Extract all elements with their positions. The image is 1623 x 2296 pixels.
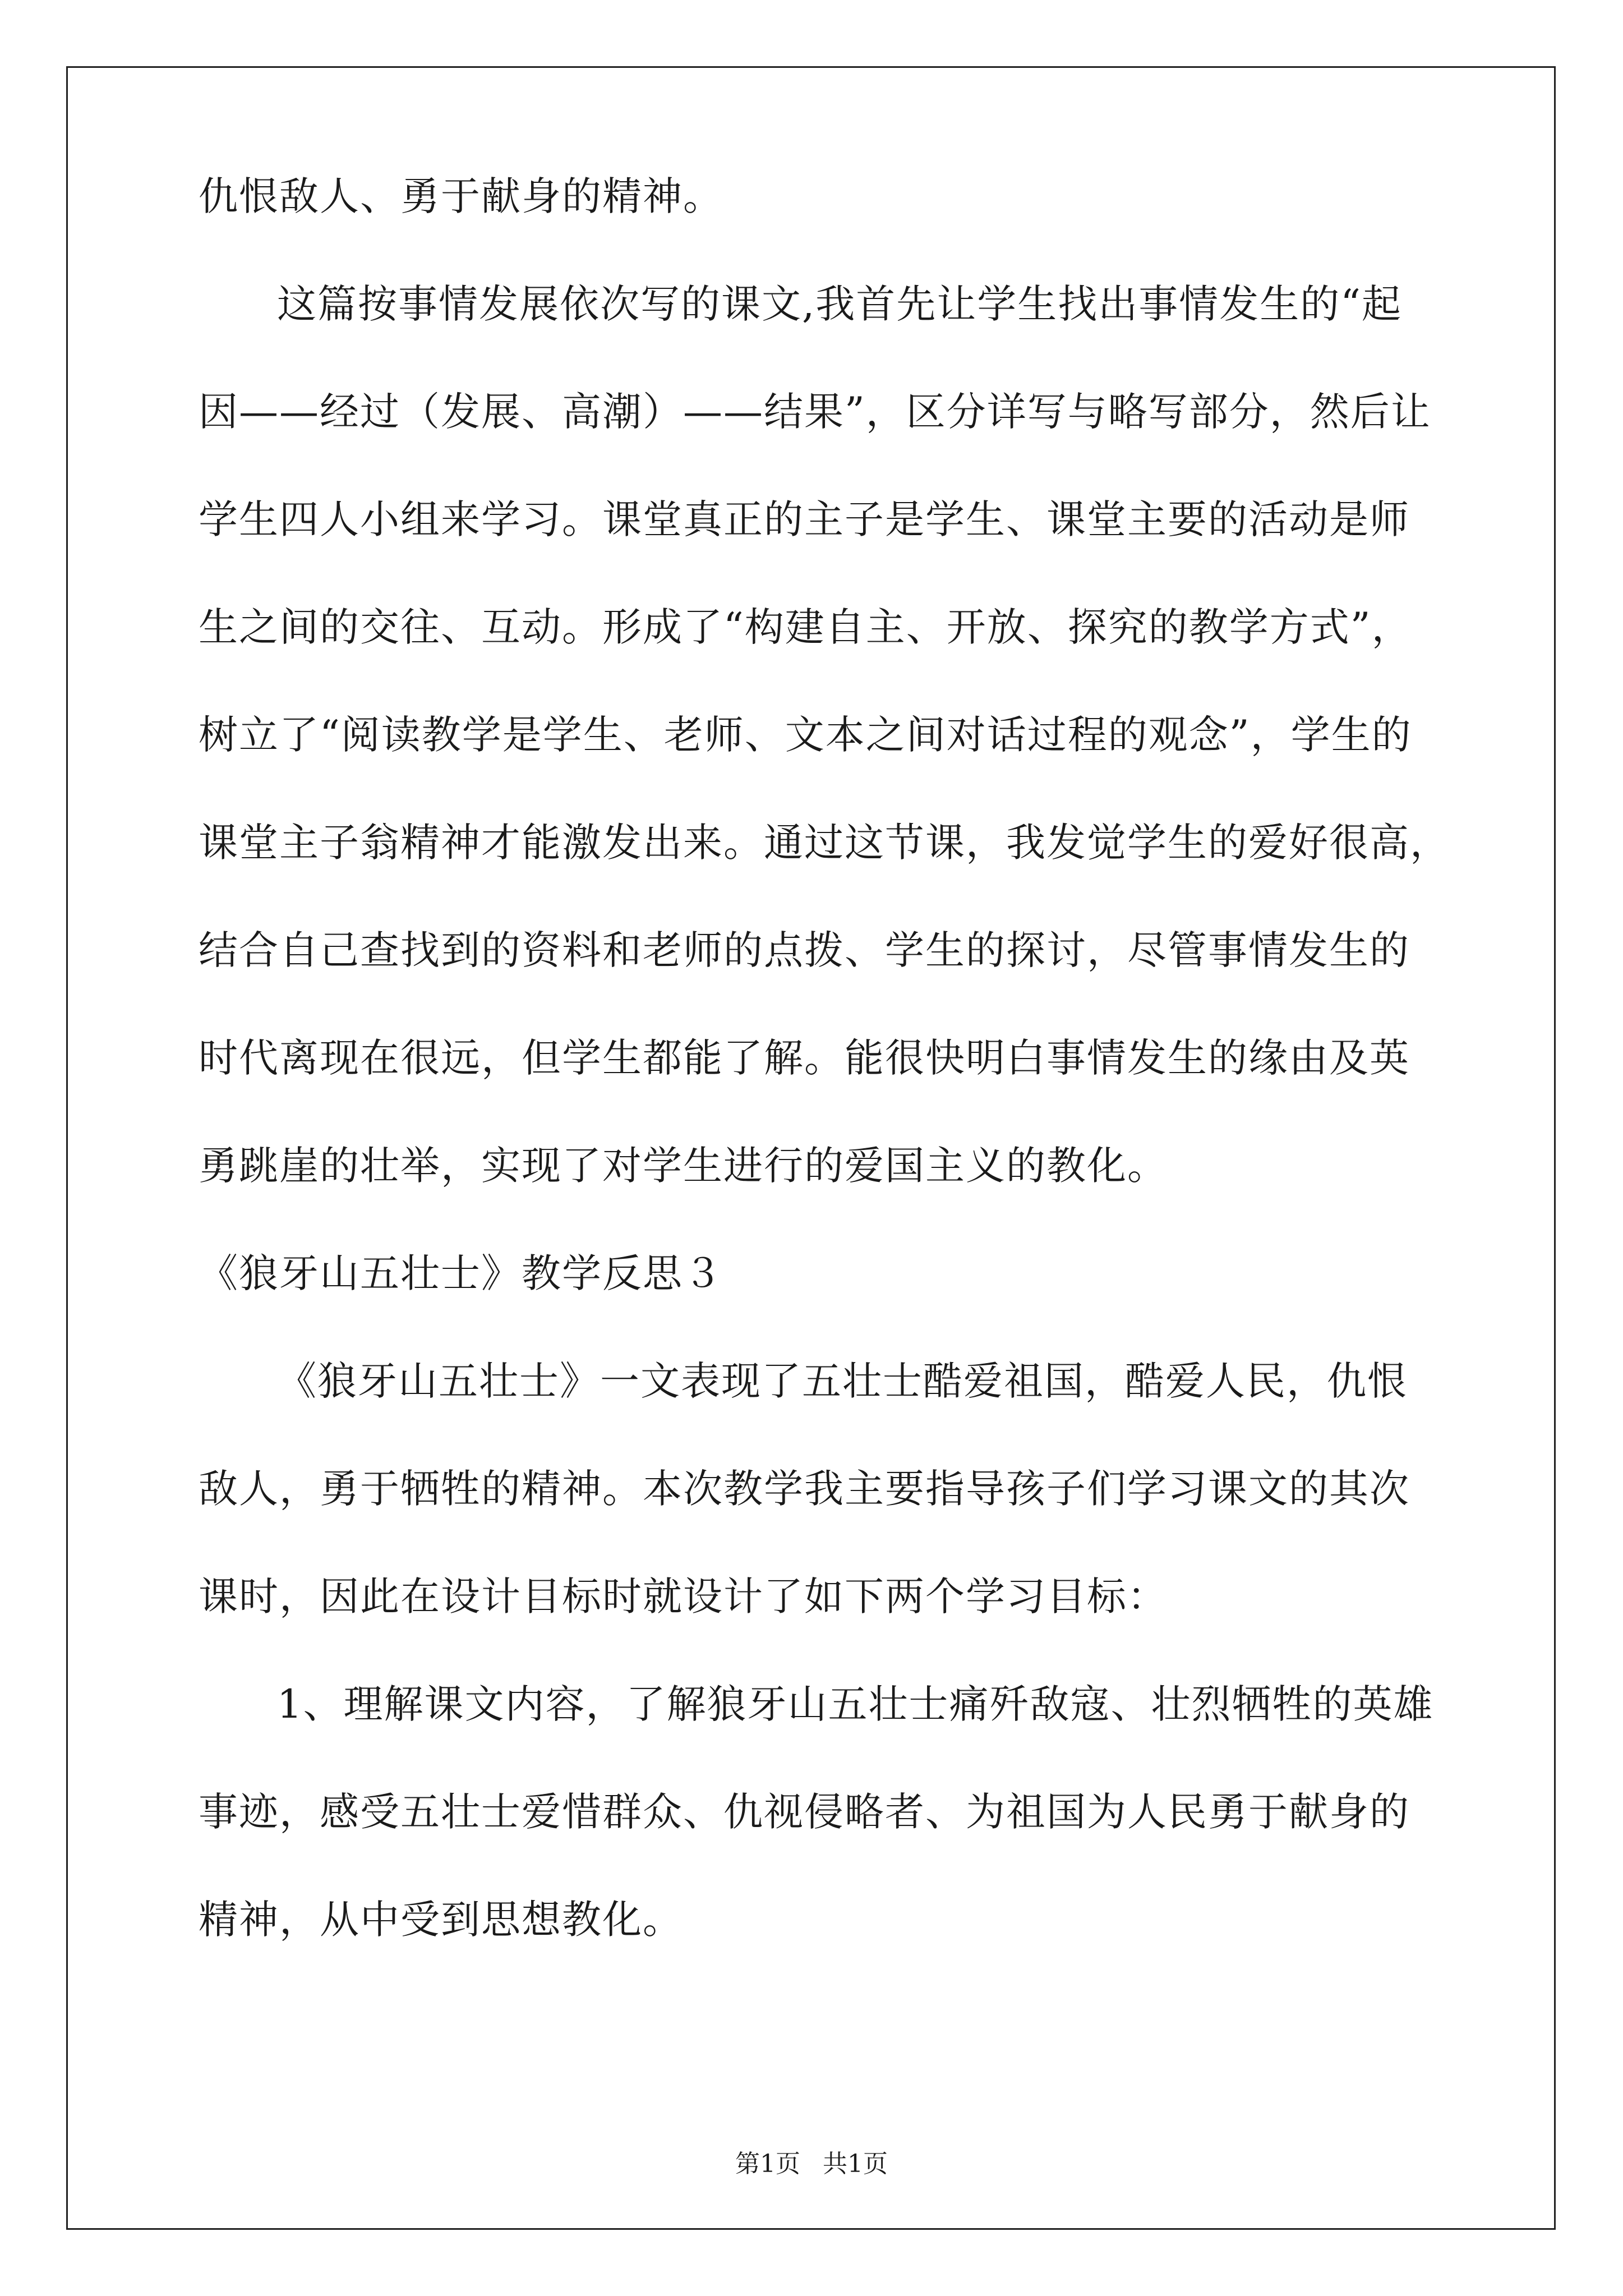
text-line: 精神，从中受到思想教化。 xyxy=(199,1897,683,1943)
text-line: 结合自己查找到的资料和老师的点拨、学生的探讨，尽管事情发生的 xyxy=(199,927,1410,973)
text-line: 课堂主子翁精神才能激发出来。通过这节课，我发觉学生的爱好很高， xyxy=(199,820,1450,866)
page-number: 第1页 xyxy=(735,2150,800,2178)
text-line: 因——经过（发展、高潮）——结果”，区分详写与略写部分，然后让 xyxy=(199,389,1431,435)
paragraph-first-line: 这篇按事情发展依次写的课文,我首先让学生找出事情发生的“起 xyxy=(277,281,1403,327)
text-line: 勇跳崖的壮举，实现了对学生进行的爱国主义的教化。 xyxy=(199,1143,1168,1189)
text-line: 学生四人小组来学习。课堂真正的主子是学生、课堂主要的活动是师 xyxy=(199,496,1410,542)
text-line: 生之间的交往、互动。形成了“构建自主、开放、探究的教学方式”， xyxy=(199,604,1412,650)
text-line: 敌人，勇于牺牲的精神。本次教学我主要指导孩子们学习课文的其次 xyxy=(199,1466,1410,1512)
paragraph-first-line: 《狼牙山五壮士》一文表现了五壮士酷爱祖国，酷爱人民，仇恨 xyxy=(277,1358,1408,1404)
page-footer xyxy=(0,2147,1623,2181)
text-line: 事迹，感受五壮士爱惜群众、仇视侵略者、为祖国为人民勇于献身的 xyxy=(199,1789,1410,1835)
text-line: 课时，因此在设计目标时就设计了如下两个学习目标： xyxy=(199,1573,1168,1619)
text-line: 时代离现在很远，但学生都能了解。能很快明白事情发生的缘由及英 xyxy=(199,1035,1410,1081)
section-heading: 《狼牙山五壮士》教学反思３ xyxy=(199,1250,723,1296)
paragraph-first-line: 1、理解课文内容，了解狼牙山五壮士痛歼敌寇、壮烈牺牲的英雄 xyxy=(277,1681,1434,1727)
page-total: 共1页 xyxy=(823,2150,888,2178)
text-line: 树立了“阅读教学是学生、老师、文本之间对话过程的观念”，学生的 xyxy=(199,712,1412,758)
text-line: 仇恨敌人、勇于献身的精神。 xyxy=(199,173,723,219)
